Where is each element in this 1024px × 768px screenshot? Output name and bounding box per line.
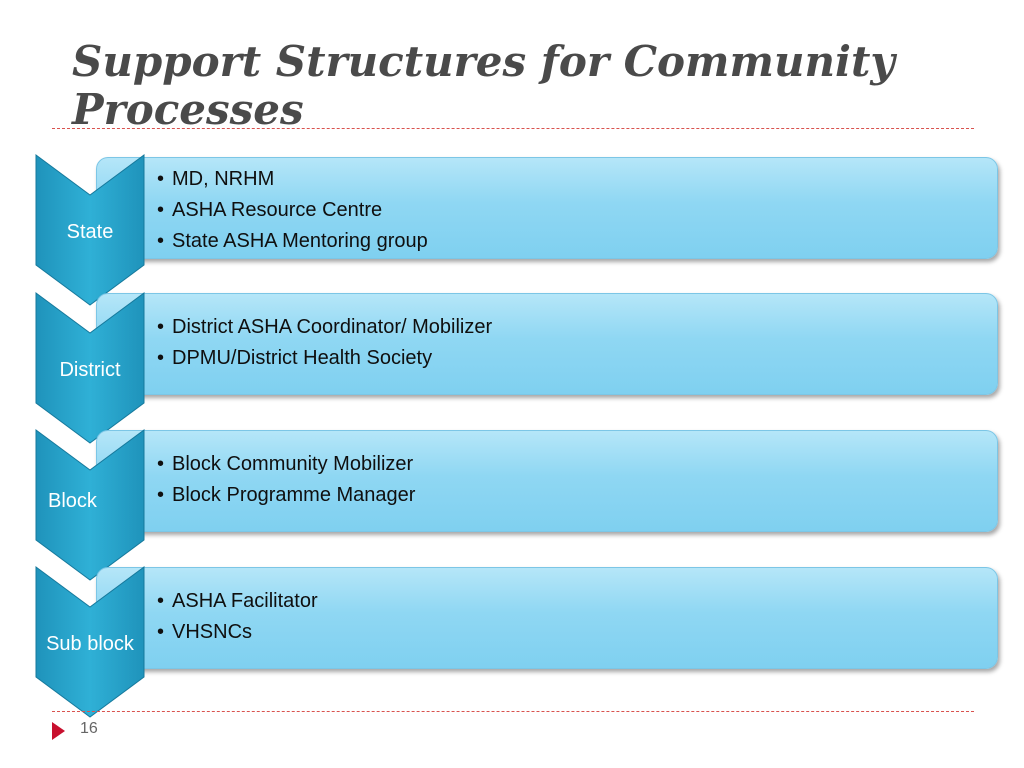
level-card — [96, 293, 998, 395]
list-item: • ASHA Resource Centre — [157, 195, 428, 226]
level-label: District — [59, 359, 121, 381]
list-item: • DPMU/District Health Society — [157, 343, 492, 374]
list-item: • State ASHA Mentoring group — [157, 226, 428, 257]
level-label: Sub block — [46, 633, 134, 655]
level-item-list — [157, 449, 415, 511]
list-item: • MD, NRHM — [157, 164, 428, 195]
level-label: Block — [48, 490, 97, 512]
list-item: • Block Community Mobilizer — [157, 449, 415, 480]
list-item: • VHSNCs — [157, 617, 318, 648]
level-card — [96, 430, 998, 532]
level-item-list — [157, 164, 428, 257]
footer-divider — [52, 711, 974, 712]
title-divider — [52, 128, 974, 129]
level-item-list — [157, 312, 492, 374]
level-label: State — [66, 221, 114, 243]
level-card — [96, 157, 998, 259]
page-number: 16 — [80, 720, 98, 737]
triangle-bullet-icon — [52, 722, 65, 740]
list-item: • Block Programme Manager — [157, 480, 415, 511]
level-card — [96, 567, 998, 669]
level-row-state — [0, 155, 1024, 305]
level-row-sub-block — [0, 567, 1024, 717]
slide-title: Support Structures for Community Processes — [72, 37, 895, 134]
list-item: • District ASHA Coordinator/ Mobilizer — [157, 312, 492, 343]
level-row-block — [0, 430, 1024, 580]
level-row-district — [0, 293, 1024, 443]
list-item: • ASHA Facilitator — [157, 586, 318, 617]
level-item-list — [157, 586, 318, 648]
